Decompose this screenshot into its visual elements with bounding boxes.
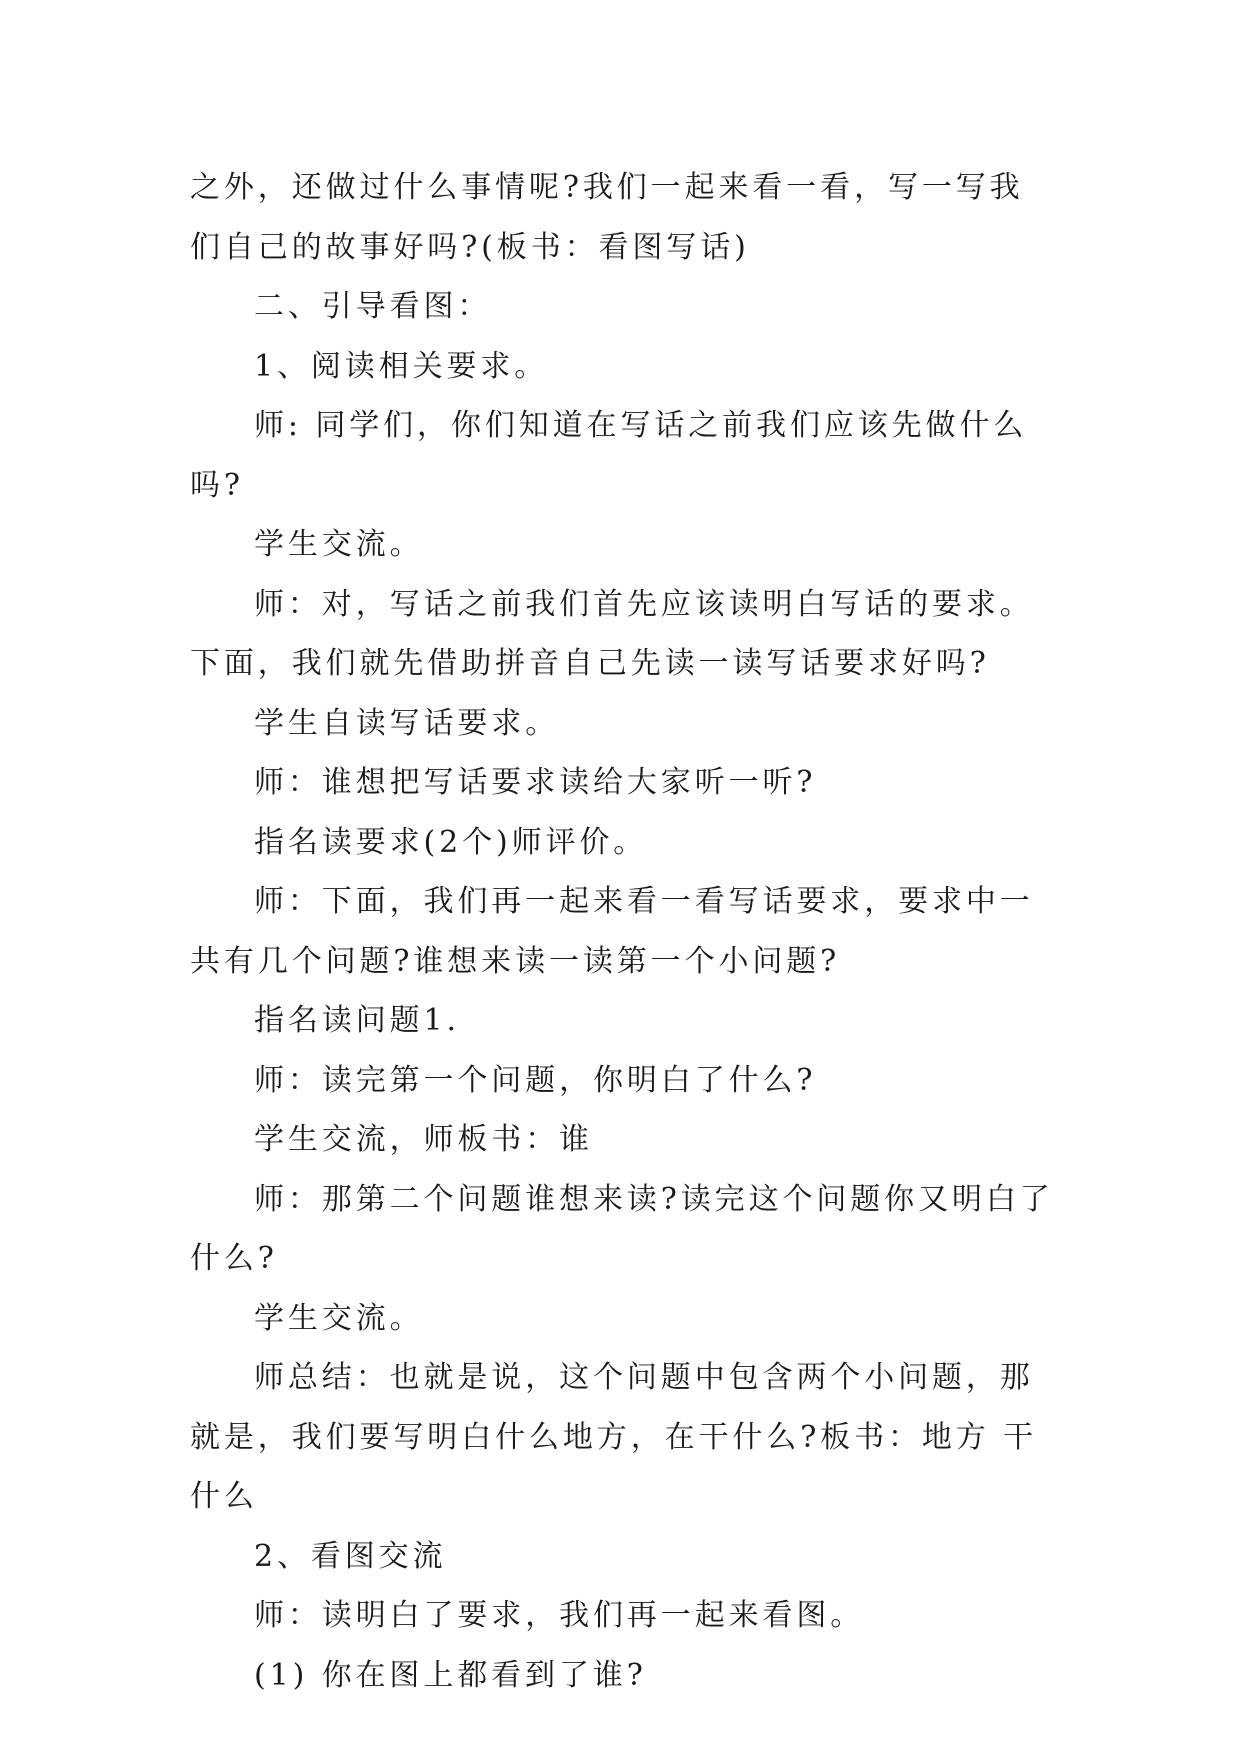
- paragraph: 师：对，写话之前我们首先应该读明白写话的要求。下面，我们就先借助拼音自己先读一读写话要求好吗?: [190, 586, 1034, 681]
- paragraph: 学生交流。: [254, 1300, 424, 1336]
- paragraph: 学生自读写话要求。: [254, 705, 560, 741]
- paragraph: 师：下面，我们再一起来看一看写话要求，要求中一共有几个问题?谁想来读一读第一个小问题?: [190, 884, 1034, 979]
- subsection-heading: 2、看图交流: [254, 1538, 447, 1574]
- document-body: [190, 158, 1054, 1705]
- paragraph: (1) 你在图上都看到了谁?: [254, 1657, 647, 1693]
- paragraph: 师：那第二个问题谁想来读?读完这个问题你又明白了什么?: [190, 1181, 1054, 1276]
- paragraph: 学生交流，师板书：谁: [254, 1122, 593, 1157]
- paragraph: 指名读问题1.: [254, 1003, 460, 1038]
- paragraph: 指名读要求(2个)师评价。: [254, 824, 648, 860]
- paragraph: 师总结：也就是说，这个问题中包含两个小问题，那就是，我们要写明白什么地方，在干什么?板书：地方 干什么: [190, 1360, 1038, 1514]
- paragraph: 师: 同学们，你们知道在写话之前我们应该先做什么吗?: [190, 408, 1028, 503]
- paragraph: 之外，还做过什么事情呢?我们一起来看一看，写一写我们自己的故事好吗?(板书：看图写话): [190, 170, 1024, 265]
- paragraph: 师：读明白了要求，我们再一起来看图。: [254, 1598, 865, 1633]
- subsection-heading: 1、阅读相关要求。: [254, 348, 549, 384]
- paragraph: 学生交流。: [254, 527, 424, 562]
- paragraph: 师：谁想把写话要求读给大家听一听?: [254, 765, 817, 800]
- paragraph: 师：读完第一个问题，你明白了什么?: [254, 1062, 817, 1098]
- section-heading: 二、引导看图：: [254, 289, 492, 324]
